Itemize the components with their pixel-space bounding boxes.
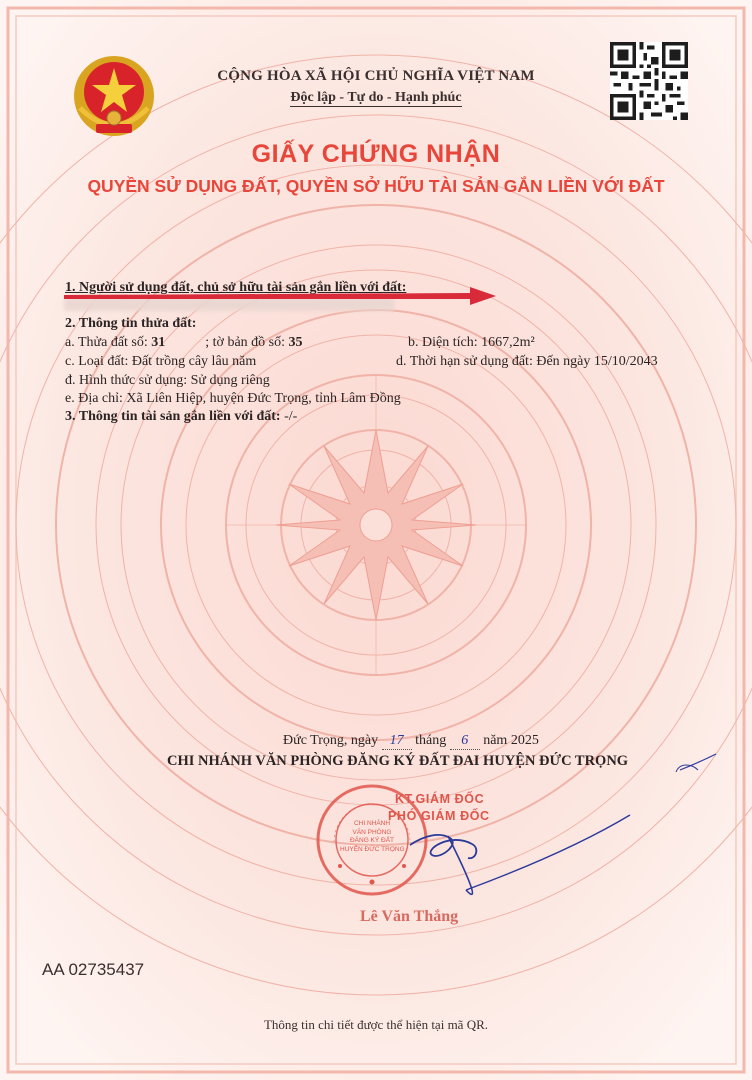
parcel-number-value: 31 — [151, 335, 166, 350]
land-use-term: d. Thời hạn sử dụng đất: Đến ngày 15/10/2043 — [396, 354, 658, 369]
land-type: c. Loại đất: Đất trồng cây lâu năm — [65, 354, 257, 369]
seal-line: ĐĂNG KÝ ĐẤT — [349, 837, 395, 844]
asset-section-heading: 3. Thông tin tài sản gắn liền với đất: — [65, 409, 281, 424]
map-sheet-label: ; tờ bản đồ số: — [205, 335, 289, 350]
certificate-subtitle: QUYỀN SỬ DỤNG ĐẤT, QUYỀN SỞ HỮU TÀI SẢN GẮN LIỀN VỚI ĐẤT — [87, 176, 665, 196]
signing-day: 17 — [382, 733, 412, 750]
seal-line: HUYỆN ĐỨC TRỌNG — [340, 845, 405, 853]
redaction-arrow-icon — [60, 286, 500, 308]
parcel-area: b. Diện tích: 1667,2m² — [408, 335, 535, 350]
signer-role-deputy: PHÓ GIÁM ĐỐC — [388, 809, 490, 823]
signer-role-director: KT.GIÁM ĐỐC — [395, 792, 485, 806]
owner-section-heading: 1. Người sử dụng đất, chủ sở hữu tài sản gắn liền với đất: — [65, 280, 407, 295]
nation-name: CỘNG HÒA XÃ HỘI CHỦ NGHĨA VIỆT NAM — [217, 68, 535, 84]
parcel-number-label: a. Thửa đất số: — [65, 335, 152, 350]
parcel-address: e. Địa chỉ: Xã Liên Hiệp, huyện Đức Trọng, tỉnh Lâm Đồng — [65, 391, 401, 406]
signing-month-label: tháng — [415, 733, 447, 748]
seal-line: CHI NHÁNH — [353, 820, 391, 827]
signer-name: Lê Văn Thắng — [360, 908, 459, 925]
signing-month: 6 — [450, 733, 480, 750]
handwritten-signature-icon — [380, 740, 720, 910]
signing-place: Đức Trọng, ngày — [283, 733, 379, 748]
issuing-agency: CHI NHÁNH VĂN PHÒNG ĐĂNG KÝ ĐẤT ĐAI HUYỆN ĐỨC TRỌNG — [167, 753, 629, 769]
serial-number: AA 02735437 — [42, 960, 145, 979]
national-motto: Độc lập - Tự do - Hạnh phúc — [290, 90, 462, 105]
asset-section — [65, 409, 297, 425]
seal-line: VĂN PHÒNG — [352, 828, 392, 836]
map-sheet-value: 35 — [288, 335, 303, 350]
parcel-number-line — [65, 335, 303, 351]
qr-footer-note: Thông tin chi tiết được thể hiện tại mã QR. — [263, 1017, 489, 1032]
parcel-section-heading: 2. Thông tin thửa đất: — [65, 316, 197, 331]
asset-section-value: -/- — [280, 409, 298, 424]
signing-year: năm 2025 — [483, 733, 539, 748]
certificate-title: GIẤY CHỨNG NHẬN — [251, 140, 501, 168]
usage-form: đ. Hình thức sử dụng: Sử dụng riêng — [65, 373, 270, 388]
